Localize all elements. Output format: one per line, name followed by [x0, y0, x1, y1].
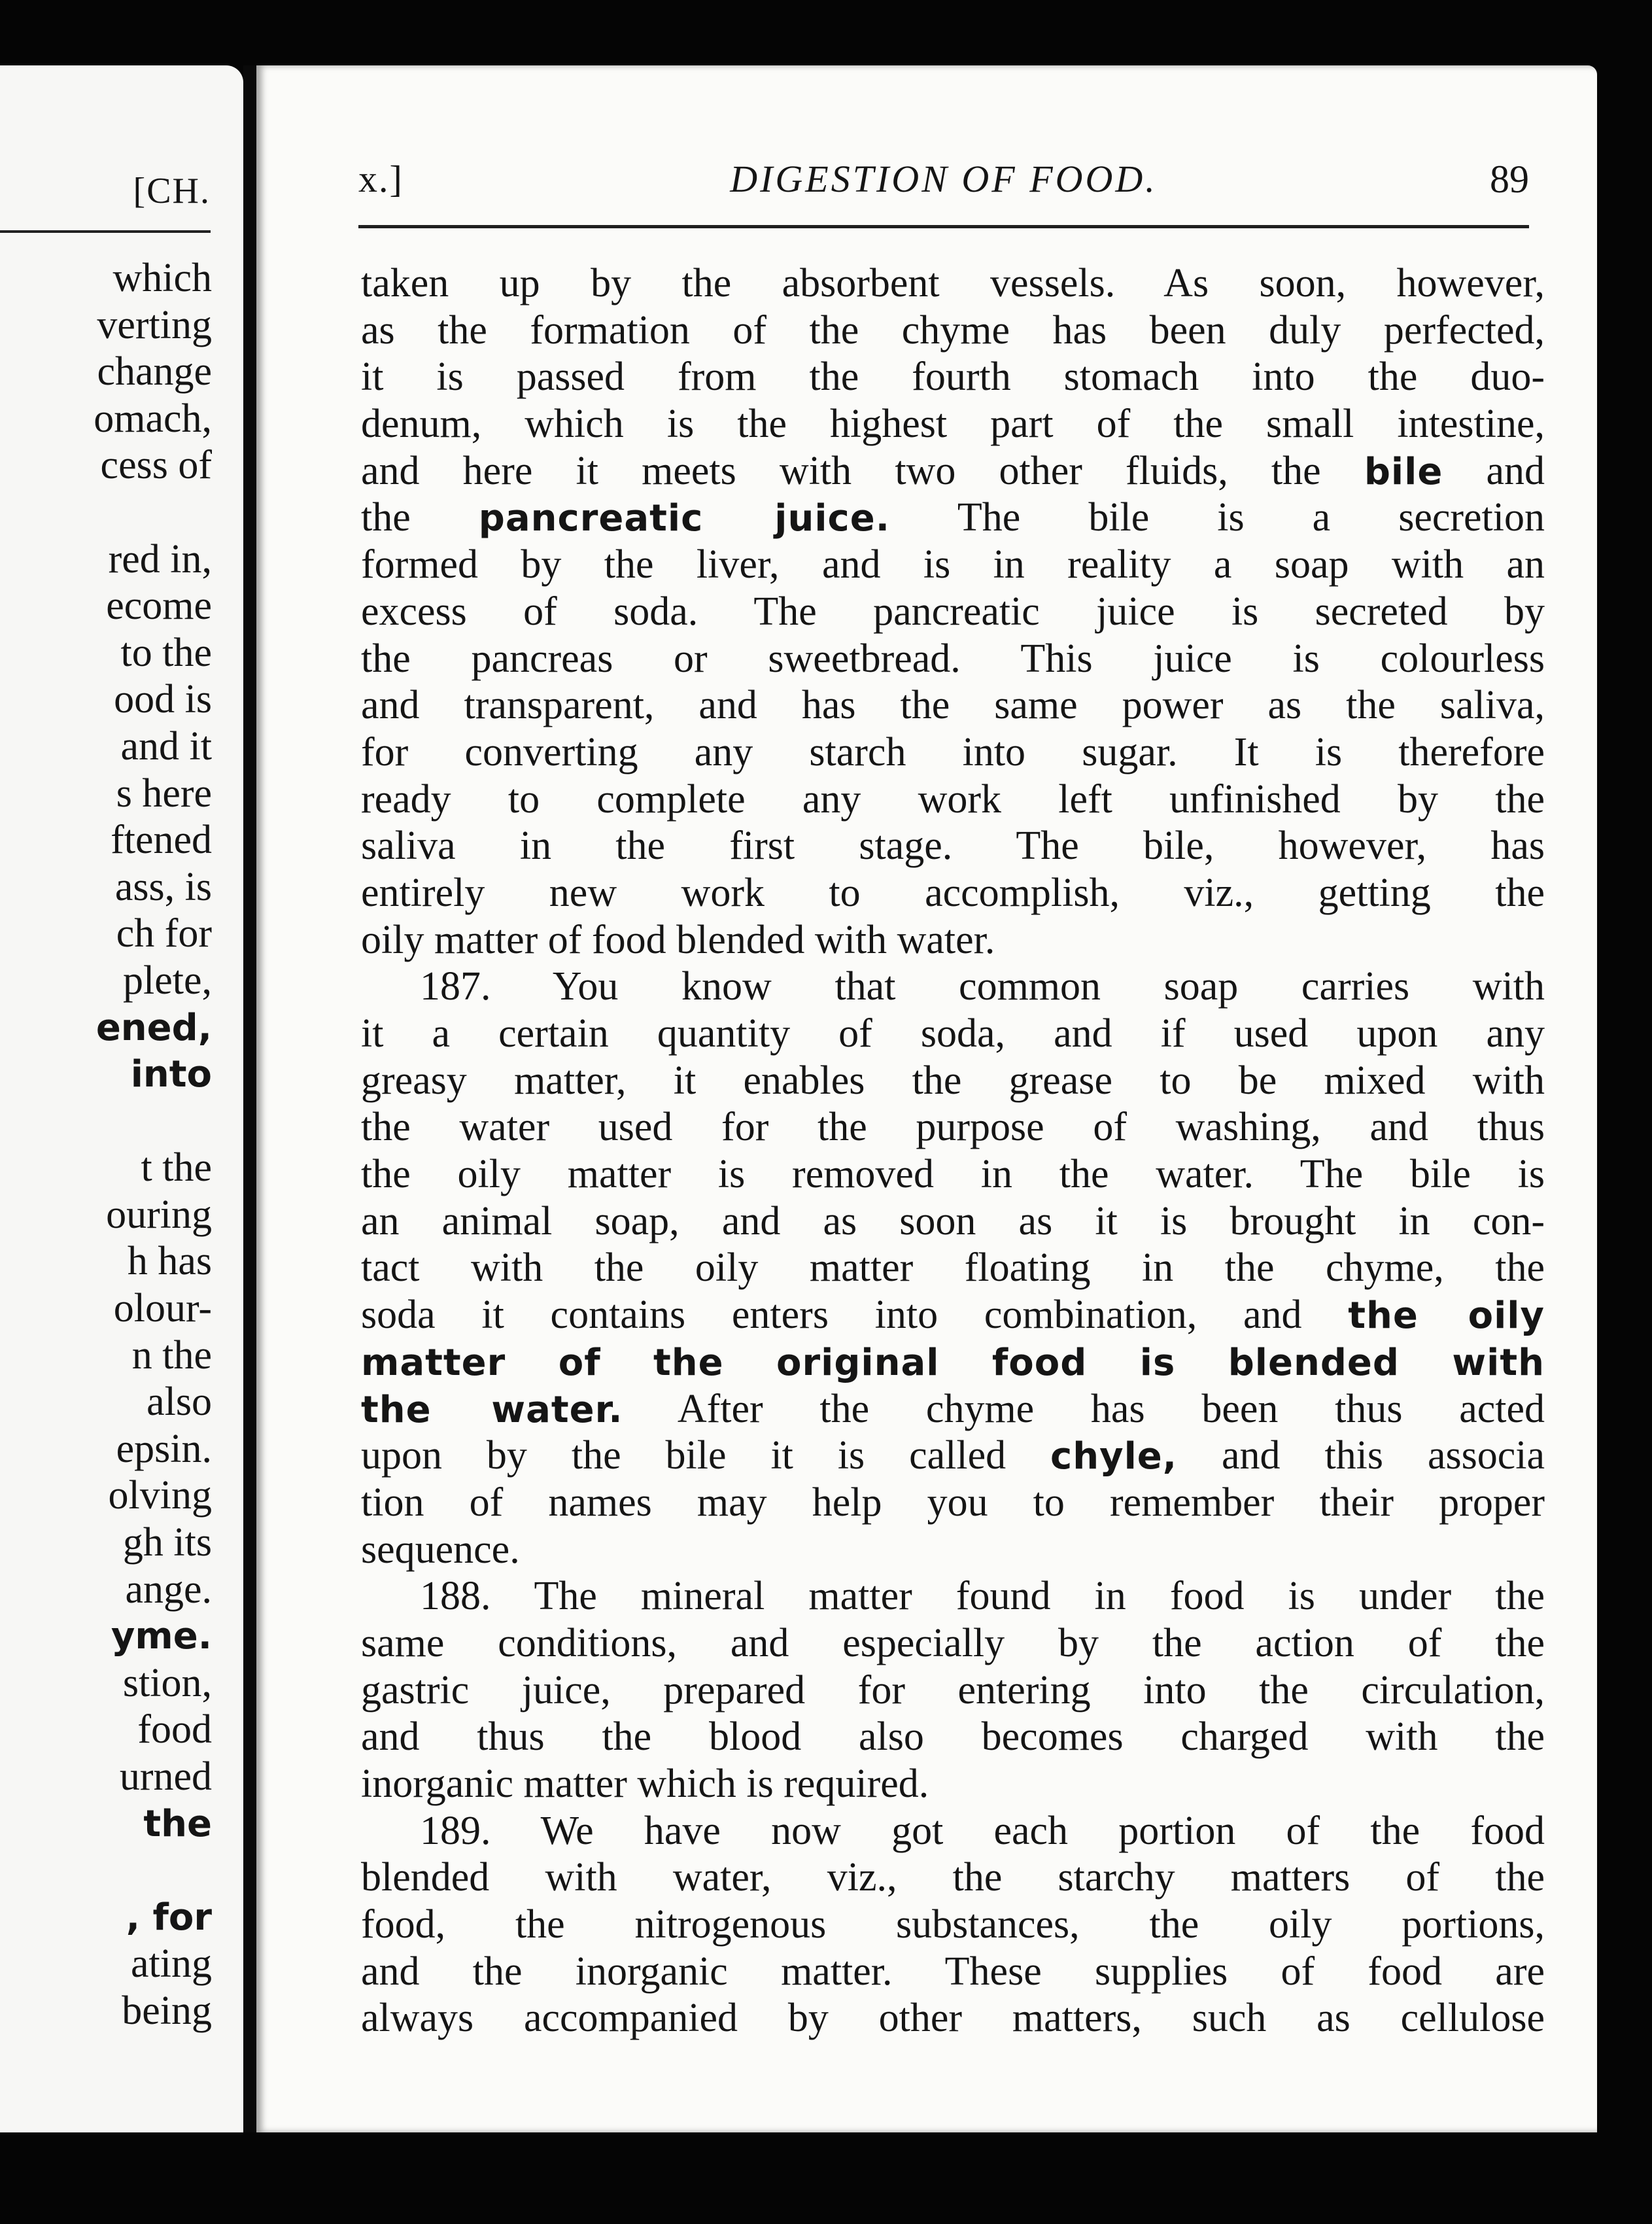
left-text-line: to the [120, 630, 212, 675]
text-line [361, 1527, 1545, 1574]
left-page [0, 65, 243, 2132]
text-line [361, 1245, 1545, 1292]
left-header-rule [0, 230, 211, 233]
right-page [256, 65, 1597, 2132]
text-line [361, 1058, 1545, 1105]
text-line [361, 589, 1545, 636]
left-text-line: the [143, 1802, 212, 1845]
text-line [361, 1386, 1545, 1433]
left-text-line: , for [126, 1896, 212, 1939]
text-run: 188. The mineral matter found in food is under the [420, 1574, 1545, 1619]
left-text-line: omach, [94, 396, 212, 441]
left-text-line: gh its [122, 1520, 212, 1565]
text-run: saliva in the first stage. The bile, however, has [361, 824, 1545, 869]
left-text-line: ened, [95, 1006, 212, 1049]
left-text-line: ftened [111, 818, 212, 863]
text-line [361, 776, 1545, 824]
left-text-line: ood is [114, 677, 212, 722]
left-page-header: [CH. [133, 171, 211, 211]
running-title: DIGESTION OF FOOD. [730, 158, 1158, 200]
text-run: same conditions, and especially by the action of the [361, 1620, 1545, 1665]
text-run: food, the nitrogenous substances, the oily portions, [361, 1902, 1545, 1947]
text-run: The bile is a secretion [890, 495, 1545, 540]
body-text [361, 260, 1545, 2042]
text-run: oily matter of food blended with water. [361, 917, 995, 962]
bold-term: matter of the original food is blended with [361, 1341, 1545, 1384]
text-run: an animal soap, and as soon as it is brought in con- [361, 1198, 1545, 1243]
text-line [361, 682, 1545, 729]
text-line [361, 1949, 1545, 1996]
left-text-line: plete, [123, 958, 212, 1003]
text-line [361, 1620, 1545, 1667]
text-run: tion of names may help you to remember their proper [361, 1480, 1545, 1525]
text-line [361, 1480, 1545, 1527]
text-run: entirely new work to accomplish, viz., getting the [361, 870, 1545, 915]
text-run: the pancreas or sweetbread. This juice is colourless [361, 636, 1545, 681]
text-line [361, 1151, 1545, 1198]
text-run: as the formation of the chyme has been duly perfected, [361, 307, 1545, 353]
text-run: and the inorganic matter. These supplies of food are [361, 1949, 1545, 1994]
left-text-line: which [112, 256, 212, 300]
text-line [361, 448, 1545, 495]
text-line [361, 729, 1545, 776]
text-run: 187. You know that common soap carries with [420, 964, 1545, 1009]
text-line [361, 1198, 1545, 1245]
text-run: tact with the oily matter floating in the chyme, the [361, 1245, 1545, 1291]
text-run: the oily matter is removed in the water. The bile is [361, 1152, 1545, 1197]
bold-term: chyle, [1050, 1435, 1178, 1478]
left-text-line: stion, [122, 1660, 212, 1705]
left-text-line: change [97, 349, 212, 394]
text-line [361, 1667, 1545, 1714]
text-line [361, 542, 1545, 589]
left-text-line: t the [141, 1145, 212, 1190]
text-run: inorganic matter which is required. [361, 1762, 929, 1806]
text-line [361, 1011, 1545, 1058]
left-text-line: ecome [106, 583, 212, 629]
page-number: 89 [1490, 158, 1529, 201]
text-run: denum, which is the highest part of the small intestine, [361, 402, 1545, 447]
running-head [358, 157, 1529, 209]
text-line [361, 1433, 1545, 1480]
text-line [361, 1902, 1545, 1949]
left-text-line: cess of [100, 443, 212, 488]
text-run: sequence. [361, 1527, 520, 1572]
text-run: for converting any starch into sugar. It is therefore [361, 729, 1545, 774]
text-run: and this associa [1177, 1433, 1545, 1478]
left-text-line: ch for [116, 911, 212, 956]
left-text-line [94, 1847, 212, 1894]
left-text-line [94, 1098, 212, 1145]
left-text-line: olour- [113, 1286, 212, 1331]
left-text-line [94, 489, 212, 536]
left-text-line: yme. [111, 1615, 212, 1658]
text-line [361, 823, 1545, 870]
text-run: 189. We have now got each portion of the food [420, 1808, 1545, 1853]
text-line [361, 964, 1545, 1011]
text-line [361, 260, 1545, 307]
text-line [361, 1573, 1545, 1620]
left-text-line: epsin. [116, 1426, 212, 1471]
text-line [361, 636, 1545, 683]
text-line [361, 307, 1545, 355]
text-run: the water used for the purpose of washing, and thus [361, 1105, 1545, 1150]
left-text-line: ating [131, 1941, 212, 1987]
text-run: it a certain quantity of soda, and if used upon any [361, 1011, 1545, 1056]
text-line [361, 1339, 1545, 1386]
text-run: gastric juice, prepared for entering into the circulation, [361, 1667, 1545, 1712]
text-line [361, 354, 1545, 401]
text-line [361, 1854, 1545, 1902]
text-line [361, 401, 1545, 448]
left-text-line: ouring [106, 1192, 212, 1237]
text-run: ready to complete any work left unfinished by the [361, 776, 1545, 822]
left-text-line: into [130, 1053, 212, 1096]
left-text-line: s here [116, 771, 212, 816]
text-run: always accompanied by other matters, such as cellulose [361, 1996, 1545, 2041]
left-text-line: and it [120, 723, 212, 769]
text-line [361, 917, 1545, 964]
book-gutter [243, 65, 256, 2132]
bold-term: pancreatic juice. [478, 497, 890, 540]
text-run: and [1443, 448, 1545, 493]
left-text-line: verting [97, 302, 212, 347]
left-text-line: ass, is [114, 864, 212, 909]
text-run: it is passed from the fourth stomach into the duo- [361, 355, 1545, 400]
text-run: soda it contains enters into combination, and [361, 1293, 1349, 1338]
text-run: formed by the liver, and is in reality a soap with an [361, 542, 1545, 587]
left-page-text [94, 255, 212, 2035]
text-run: blended with water, viz., the starchy matters of the [361, 1855, 1545, 1900]
bold-term: the water. [361, 1388, 623, 1431]
text-line [361, 495, 1545, 542]
left-text-line: food [137, 1707, 212, 1752]
left-text-line: also [146, 1380, 212, 1425]
text-run: excess of soda. The pancreatic juice is secreted by [361, 589, 1545, 634]
left-text-line: n the [131, 1332, 212, 1378]
text-line [361, 1714, 1545, 1761]
text-run: and transparent, and has the same power as the saliva, [361, 683, 1545, 728]
text-line [361, 1292, 1545, 1339]
left-text-line: ange. [125, 1567, 212, 1612]
text-run: upon by the bile it is called [361, 1433, 1051, 1478]
header-rule [358, 225, 1529, 228]
text-run: and here it meets with two other fluids, the [361, 448, 1364, 493]
text-run: and thus the blood also becomes charged with the [361, 1714, 1545, 1760]
bold-term: bile [1364, 450, 1443, 493]
left-text-line: h has [127, 1239, 212, 1284]
text-line [361, 870, 1545, 917]
bold-term: the oily [1348, 1294, 1545, 1338]
text-run: greasy matter, it enables the grease to be mixed with [361, 1058, 1545, 1103]
text-run: the [361, 495, 479, 540]
chapter-marker: x.] [358, 158, 404, 200]
left-text-line: being [122, 1988, 212, 2033]
text-line [361, 1761, 1545, 1808]
left-text-line: urned [119, 1754, 212, 1799]
left-text-line: red in, [108, 536, 212, 582]
text-line [361, 1104, 1545, 1151]
left-text-line: olving [108, 1473, 212, 1518]
text-line [361, 1995, 1545, 2042]
text-run: After the chyme has been thus acted [623, 1386, 1545, 1431]
text-line [361, 1808, 1545, 1855]
text-run: taken up by the absorbent vessels. As soon, however, [361, 261, 1545, 305]
